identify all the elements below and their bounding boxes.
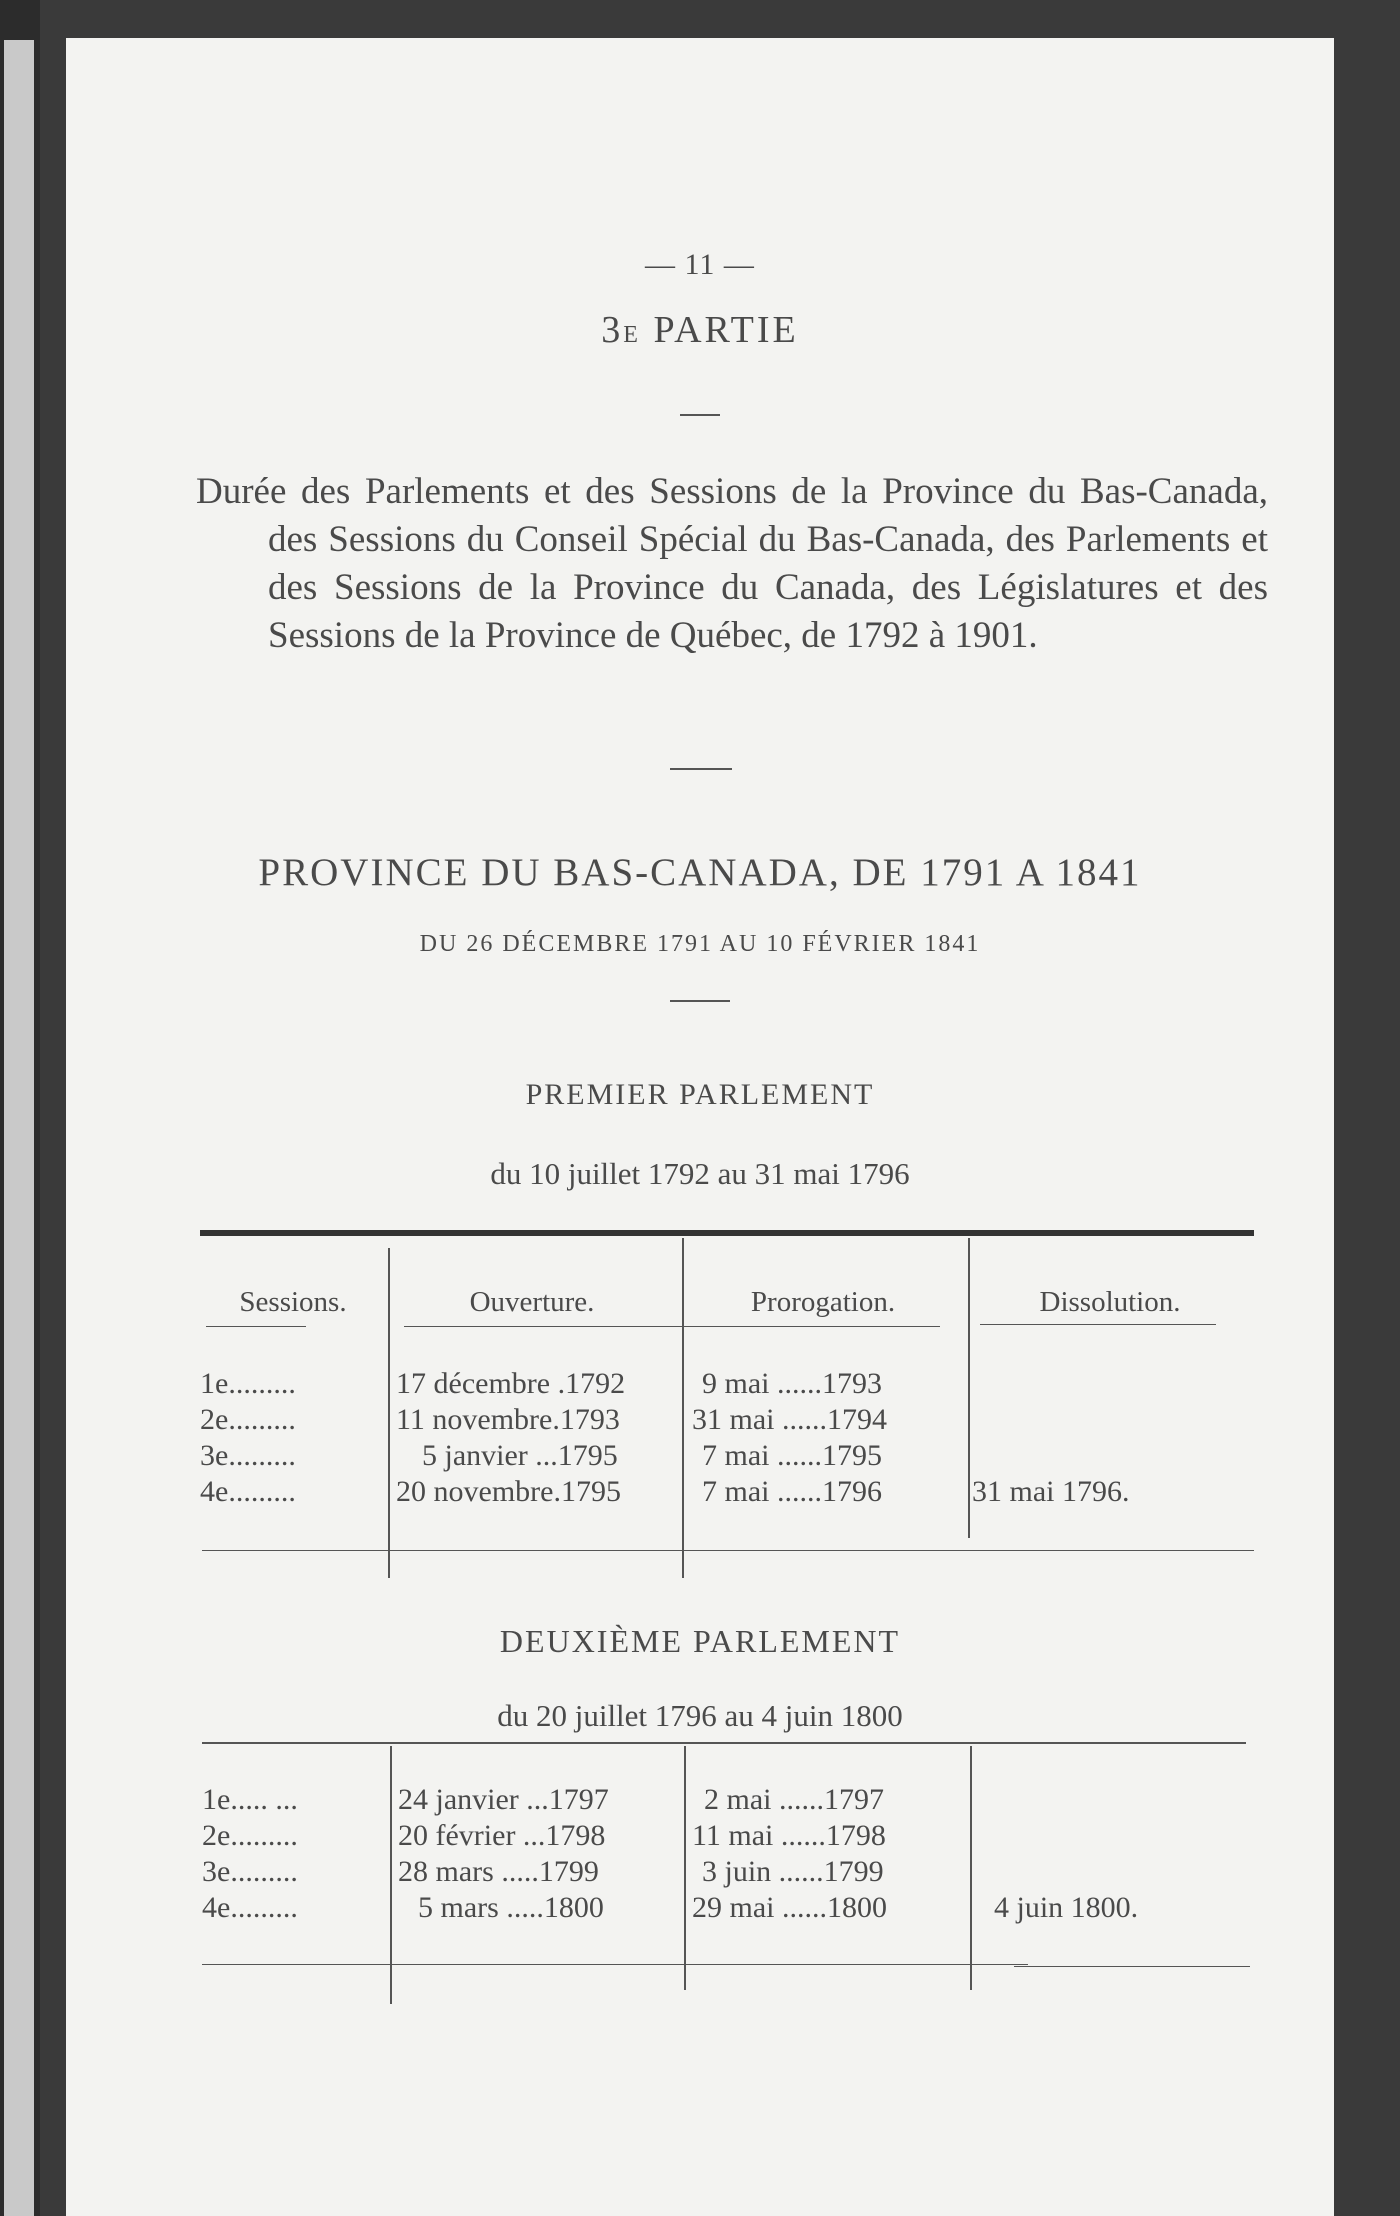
session-cell: 4e......... (202, 1891, 298, 1924)
divider-rule (670, 768, 732, 770)
ouverture-cell: 20 février ...1798 (398, 1819, 606, 1852)
table-top-rule (200, 1230, 1254, 1236)
table-bottom-rule (1014, 1966, 1250, 1967)
column-divider (682, 1238, 684, 1578)
page-number: — 11 — (645, 248, 755, 281)
session-cell: 2e......... (202, 1819, 298, 1852)
prorogation-cell: 2 mai ......1797 (704, 1783, 884, 1816)
parliament-1-title: PREMIER PARLEMENT (525, 1078, 875, 1111)
session-cell: 3e......... (202, 1855, 298, 1888)
session-cell: 1e..... ... (202, 1783, 298, 1816)
ouverture-cell: 5 mars .....1800 (418, 1891, 604, 1924)
session-cell: 2e......... (200, 1403, 296, 1436)
prorogation-cell: 3 juin ......1799 (702, 1855, 884, 1888)
province-title: PROVINCE DU BAS-CANADA, DE 1791 A 1841 (258, 851, 1142, 894)
table-top-rule (202, 1742, 1246, 1744)
column-divider (684, 1746, 686, 1990)
column-divider (390, 1746, 392, 2004)
parliament-2-dates: du 20 juillet 1796 au 4 juin 1800 (497, 1698, 903, 1733)
header-dissolution: Dissolution. (1039, 1286, 1181, 1318)
ouverture-cell: 28 mars .....1799 (398, 1855, 599, 1888)
header-underline (404, 1326, 940, 1327)
prorogation-cell: 11 mai ......1798 (692, 1819, 886, 1852)
page-edge (4, 40, 34, 2216)
header-underline (206, 1326, 306, 1327)
divider-rule (670, 1000, 730, 1002)
session-cell: 1e......... (200, 1367, 296, 1400)
ouverture-cell: 17 décembre .1792 (396, 1367, 626, 1400)
ouverture-cell: 5 janvier ...1795 (422, 1439, 618, 1472)
session-cell: 3e......... (200, 1439, 296, 1472)
column-divider (388, 1248, 390, 1578)
column-divider (970, 1746, 972, 1990)
prorogation-cell: 7 mai ......1795 (702, 1439, 882, 1472)
header-underline (980, 1324, 1216, 1325)
prorogation-cell: 29 mai ......1800 (692, 1891, 887, 1924)
prorogation-cell: 31 mai ......1794 (692, 1403, 887, 1436)
document-page (66, 38, 1334, 2216)
part-number: 3 (601, 309, 624, 351)
parliament-2-title: DEUXIÈME PARLEMENT (499, 1623, 901, 1659)
session-cell: 4e......... (200, 1475, 296, 1508)
header-ouverture: Ouverture. (469, 1286, 595, 1318)
dissolution-cell: 4 juin 1800. (994, 1891, 1139, 1924)
prorogation-cell: 7 mai ......1796 (702, 1475, 882, 1508)
ouverture-cell: 11 novembre.1793 (396, 1403, 620, 1436)
dissolution-cell: 31 mai 1796. (972, 1475, 1130, 1508)
ouverture-cell: 24 janvier ...1797 (398, 1783, 609, 1816)
part-word: PARTIE (653, 309, 799, 351)
part-number-suffix: E (623, 322, 641, 348)
column-divider (968, 1238, 970, 1538)
prorogation-cell: 9 mai ......1793 (702, 1367, 882, 1400)
parliament-1-dates: du 10 juillet 1792 au 31 mai 1796 (490, 1156, 910, 1191)
intro-paragraph: Durée des Parlements et des Sessions de la Province du Bas-Canada, des Sessions du Conseil Spécial du Bas-Canada, des Parlements et des Sessions de la Province du Canada, des Législatures et des Sessions de la Province de Québec, de 1792 à 1901. (196, 471, 1268, 656)
table-bottom-rule (202, 1964, 1028, 1965)
province-subtitle: DU 26 DÉCEMBRE 1791 AU 10 FÉVRIER 1841 (419, 931, 981, 957)
header-sessions: Sessions. (239, 1286, 347, 1318)
part-heading (66, 308, 1334, 352)
ouverture-cell: 20 novembre.1795 (396, 1475, 621, 1508)
divider-rule (680, 414, 720, 416)
table-bottom-rule (202, 1550, 1254, 1551)
header-prorogation: Prorogation. (750, 1286, 896, 1318)
